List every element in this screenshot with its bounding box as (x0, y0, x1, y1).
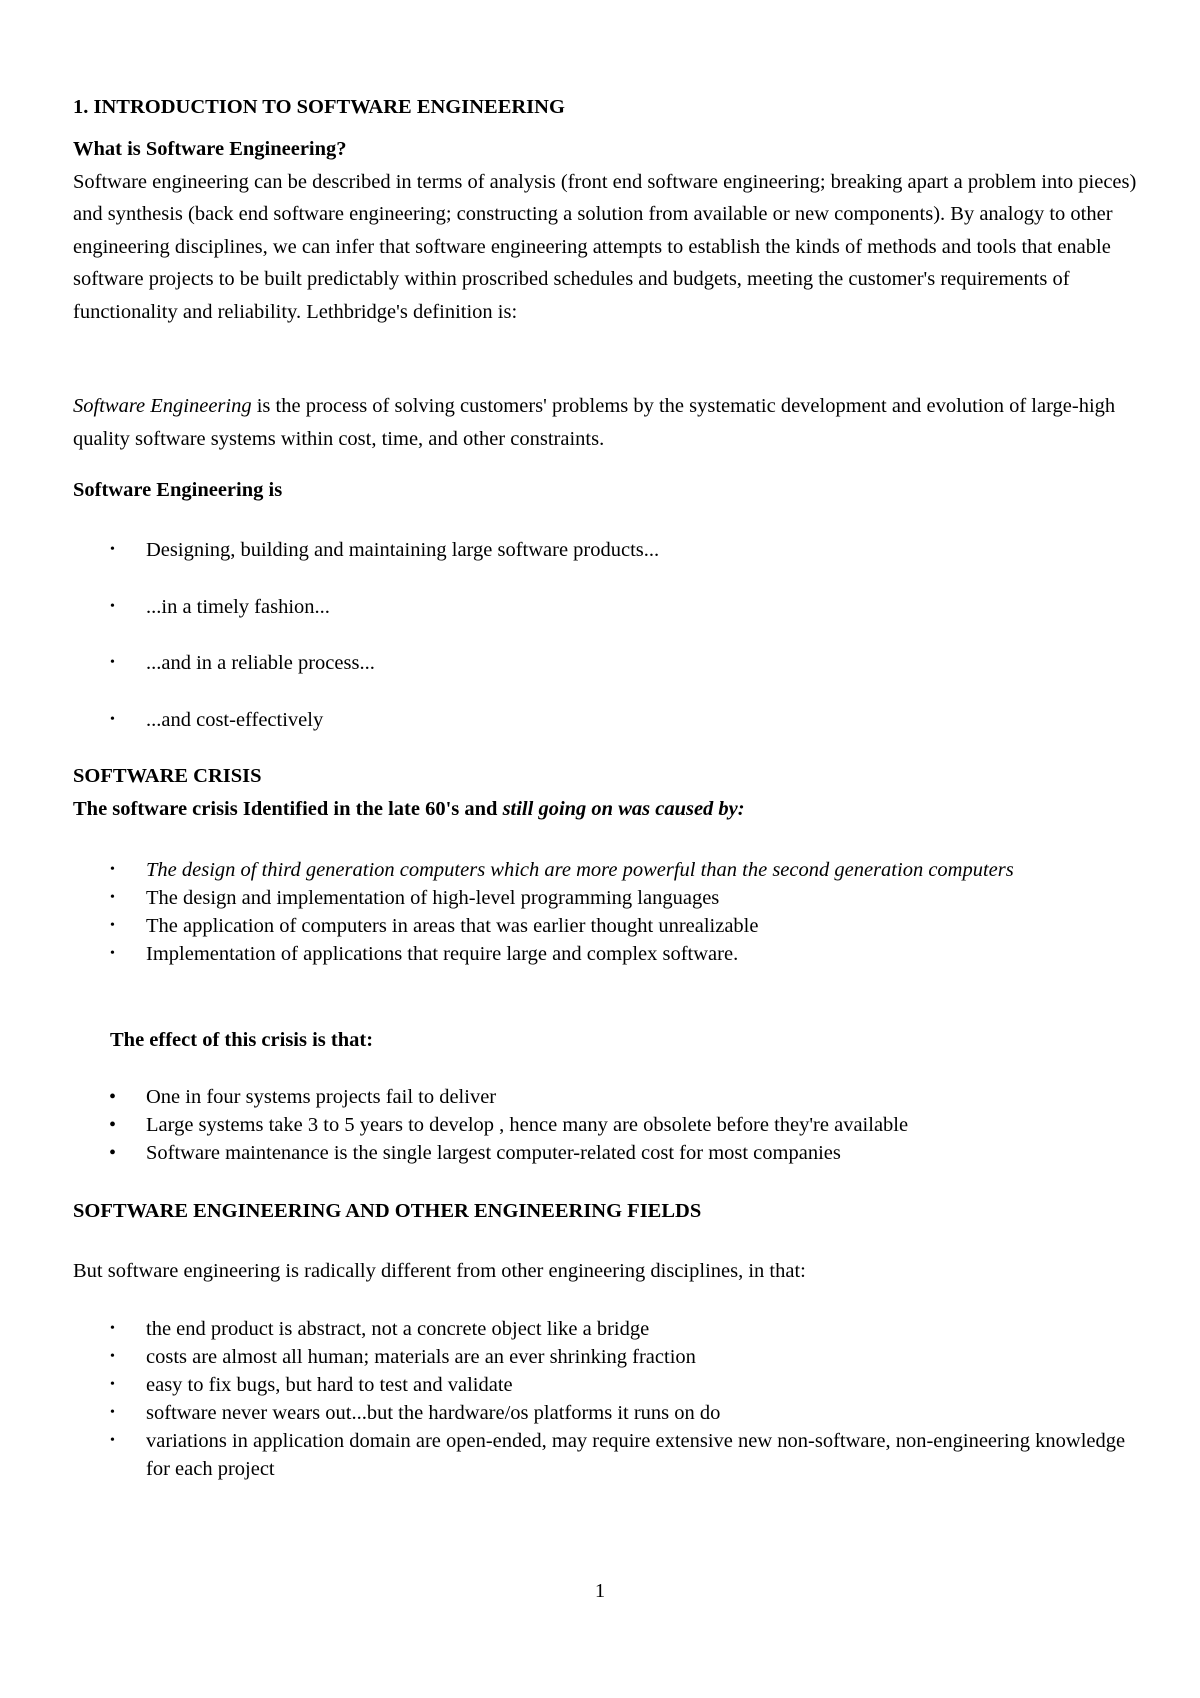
effects-list (73, 1083, 1143, 1167)
bullet-icon: • (110, 1349, 115, 1364)
list-item: • costs are almost all human; materials are an ever shrinking fraction (73, 1343, 1143, 1371)
definition-paragraph (73, 390, 1143, 455)
bullet-icon: • (110, 890, 115, 905)
bullet-icon: • (110, 655, 115, 670)
other-fields-intro: But software engineering is radically different from other engineering disciplines, in that: (73, 1260, 806, 1282)
bullet-icon: • (110, 918, 115, 933)
bullet-icon: • (110, 598, 115, 614)
list-item: • ...and cost-effectively (73, 704, 1143, 737)
bullet-icon: • (110, 862, 115, 877)
bullet-icon: • (109, 1142, 117, 1164)
other-fields-list (73, 1315, 1143, 1483)
se-is-heading: Software Engineering is (73, 479, 283, 501)
page-number: 1 (594, 1580, 606, 1602)
page-title: 1. INTRODUCTION TO SOFTWARE ENGINEERING (73, 96, 565, 118)
definition-term: Software Engineering (73, 395, 252, 417)
list-item: • One in four systems projects fail to deliver (73, 1083, 1143, 1111)
list-item: • easy to fix bugs, but hard to test and validate (73, 1371, 1143, 1399)
definition-text: is the process of solving customers' problems by the systematic development and evolution of large-high quality software systems within cost, time, and other constraints. (73, 395, 1116, 450)
list-item: • The application of computers in areas that was earlier thought unrealizable (73, 912, 1143, 940)
bullet-icon: • (110, 711, 115, 727)
list-item: • Designing, building and maintaining large software products... (73, 534, 1143, 567)
crisis-heading: SOFTWARE CRISIS (73, 765, 262, 787)
list-item: • The design and implementation of high-level programming languages (73, 884, 1143, 912)
bullet-icon: • (110, 1405, 115, 1420)
effect-heading: The effect of this crisis is that: (110, 1029, 374, 1051)
bullet-icon: • (110, 1321, 115, 1336)
se-is-list (73, 534, 1143, 736)
what-is-heading: What is Software Engineering? (73, 138, 347, 160)
what-is-paragraph: Software engineering can be described in terms of analysis (front end software engineering; breaking apart a problem into pieces) and synthesis (back end software engineering; constructing a solution from available or new components). By analogy to other engineering disciplines, we can infer that software engineering attempts to establish the kinds of methods and tools that enable software projects to be built predictably within proscribed schedules and budgets, meeting the customer's requirements of functionality and reliability. Lethbridge's definition is: (73, 170, 1137, 323)
list-item: • ...in a timely fashion... (73, 591, 1143, 624)
list-item: • Implementation of applications that require large and complex software. (73, 940, 1143, 968)
bullet-icon: • (110, 1377, 115, 1392)
list-item: • variations in application domain are open-ended, may require extensive new non-software, non-engineering knowledge for each project (73, 1427, 1143, 1483)
bullet-icon: • (110, 1433, 115, 1448)
list-item: • ...and in a reliable process... (73, 647, 1143, 680)
bullet-icon: • (109, 1086, 117, 1108)
list-item: • Software maintenance is the single largest computer-related cost for most companies (73, 1139, 1143, 1167)
list-item: • Large systems take 3 to 5 years to develop , hence many are obsolete before they're available (73, 1111, 1143, 1139)
bullet-icon: • (110, 946, 115, 961)
crisis-subheading: The software crisis Identified in the late 60's and still going on was caused by: (73, 797, 745, 820)
list-item: • software never wears out...but the hardware/os platforms it runs on do (73, 1399, 1143, 1427)
other-fields-heading: SOFTWARE ENGINEERING AND OTHER ENGINEERING FIELDS (73, 1200, 702, 1222)
bullet-icon: • (110, 542, 115, 557)
list-item: • The design of third generation computers which are more powerful than the second generation computers (73, 856, 1143, 884)
list-item: • the end product is abstract, not a concrete object like a bridge (73, 1315, 1143, 1343)
crisis-causes-list (73, 856, 1143, 968)
bullet-icon: • (109, 1114, 117, 1136)
